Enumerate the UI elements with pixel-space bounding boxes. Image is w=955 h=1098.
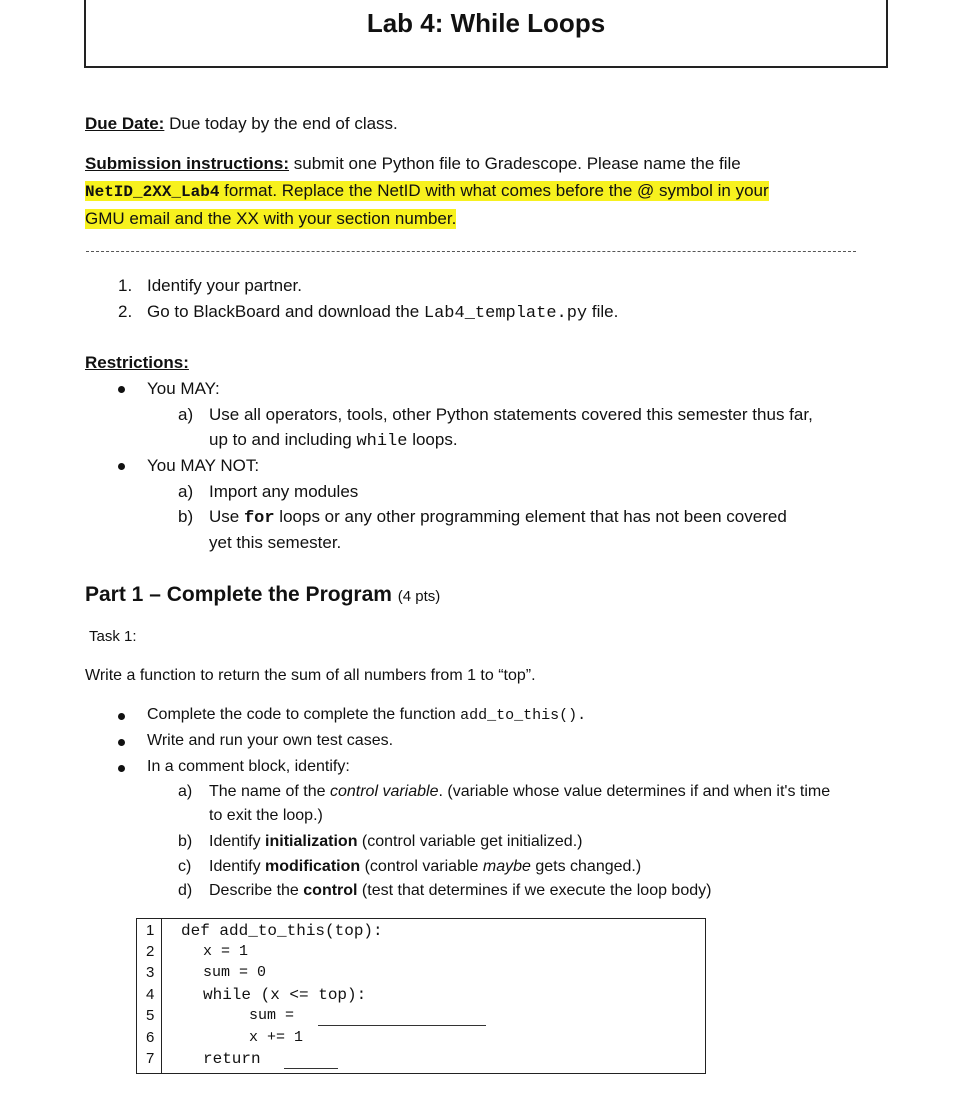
- due-date-text: Due today by the end of class.: [164, 114, 398, 133]
- code-line: while (x <= top):: [203, 986, 367, 1004]
- may-label: You MAY:: [147, 379, 220, 398]
- for-keyword: for: [243, 509, 275, 528]
- item-c-letter: c): [178, 858, 192, 875]
- step-1-text: Identify your partner.: [147, 276, 302, 295]
- may-not-item-b-line2: yet this semester.: [209, 533, 342, 552]
- code-line: return: [203, 1050, 261, 1068]
- line-number-gutter: [161, 918, 162, 1074]
- step-2-number: 2.: [118, 302, 133, 321]
- code-line: def add_to_this(top):: [181, 922, 383, 940]
- code-line: sum = 0: [203, 964, 267, 981]
- part1-points: (4 pts): [397, 588, 441, 605]
- may-item-a-letter: a): [178, 405, 194, 424]
- task-description: Write a function to return the sum of all numbers from 1 to “top”.: [85, 667, 536, 684]
- item-d: Describe the control (test that determines if we execute the loop body): [209, 882, 712, 899]
- may-not-label: You MAY NOT:: [147, 456, 260, 475]
- control-term: control: [303, 882, 358, 899]
- submission-line-1: [85, 154, 741, 174]
- divider: [86, 251, 856, 252]
- control-variable-term: control variable: [329, 783, 439, 800]
- item-a-letter: a): [178, 783, 193, 800]
- may-item-a-line1: Use all operators, tools, other Python statements covered this semester thus far,: [209, 405, 813, 424]
- line-number: 7: [146, 1050, 155, 1067]
- while-keyword: while: [356, 432, 408, 451]
- due-date-label: Due Date:: [85, 114, 165, 133]
- bullet-icon: [118, 765, 125, 772]
- may-item-a-line2: up to and including while loops.: [209, 430, 458, 451]
- line-number: 4: [146, 986, 155, 1003]
- bullet-icon: [118, 713, 125, 720]
- submission-label: Submission instructions:: [85, 154, 290, 173]
- line-number: 1: [146, 922, 155, 939]
- step-1: [118, 276, 302, 296]
- item-b: Identify initialization (control variable get initialized.): [209, 833, 583, 850]
- line-number: 2: [146, 943, 155, 960]
- submission-line-2: [85, 181, 769, 201]
- template-filename: Lab4_template.py: [423, 304, 588, 323]
- submission-text-2: format. Replace the NetID with what comes before the @ symbol in your: [219, 181, 769, 200]
- task-bullet-1: Complete the code to complete the function add_to_this().: [147, 706, 587, 724]
- bullet-icon: [118, 386, 125, 393]
- step-1-number: 1.: [118, 276, 133, 295]
- may-not-item-a-letter: a): [178, 482, 194, 501]
- answer-blank[interactable]: [284, 1068, 338, 1069]
- line-number: 6: [146, 1029, 155, 1046]
- code-line: x += 1: [249, 1029, 304, 1046]
- line-number: 3: [146, 964, 155, 981]
- item-b-letter: b): [178, 833, 193, 850]
- line-number: 5: [146, 1007, 155, 1024]
- may-not-item-b-letter: b): [178, 507, 194, 526]
- task-bullet-2: Write and run your own test cases.: [147, 732, 394, 749]
- function-name: add_to_this().: [460, 707, 587, 724]
- submission-filename: NetID_2XX_Lab4: [85, 183, 220, 201]
- title-box: [84, 0, 888, 68]
- part1-heading-text: Part 1 – Complete the Program: [85, 583, 392, 606]
- submission-line-3: GMU email and the XX with your section number.: [85, 209, 457, 228]
- bullet-icon: [118, 739, 125, 746]
- may-not-item-a: Import any modules: [209, 482, 359, 501]
- item-d-letter: d): [178, 882, 193, 899]
- page-title: Lab 4: While Loops: [366, 8, 606, 38]
- step-2: [118, 302, 619, 323]
- code-line: x = 1: [203, 943, 249, 960]
- part1-heading: [85, 583, 440, 607]
- may-not-item-b-line1: Use for loops or any other programming element that has not been covered: [209, 507, 787, 528]
- item-a-line1: The name of the control variable. (variable whose value determines if and when it's time: [209, 783, 831, 800]
- task-bullet-3: In a comment block, identify:: [147, 758, 350, 775]
- item-a-line2: to exit the loop.): [209, 807, 323, 824]
- bullet-icon: [118, 463, 125, 470]
- code-line: sum =: [249, 1007, 295, 1024]
- step-2-text: Go to BlackBoard and download the Lab4_template.py file.: [147, 302, 619, 323]
- task-label: Task 1:: [89, 628, 137, 645]
- initialization-term: initialization: [265, 833, 358, 850]
- due-date: [85, 114, 398, 134]
- item-c: Identify modification (control variable maybe gets changed.): [209, 858, 642, 875]
- submission-text-1: submit one Python file to Gradescope. Please name the file: [289, 154, 741, 173]
- modification-term: modification: [265, 858, 361, 875]
- answer-blank[interactable]: [318, 1025, 486, 1026]
- restrictions-heading: Restrictions:: [85, 353, 189, 372]
